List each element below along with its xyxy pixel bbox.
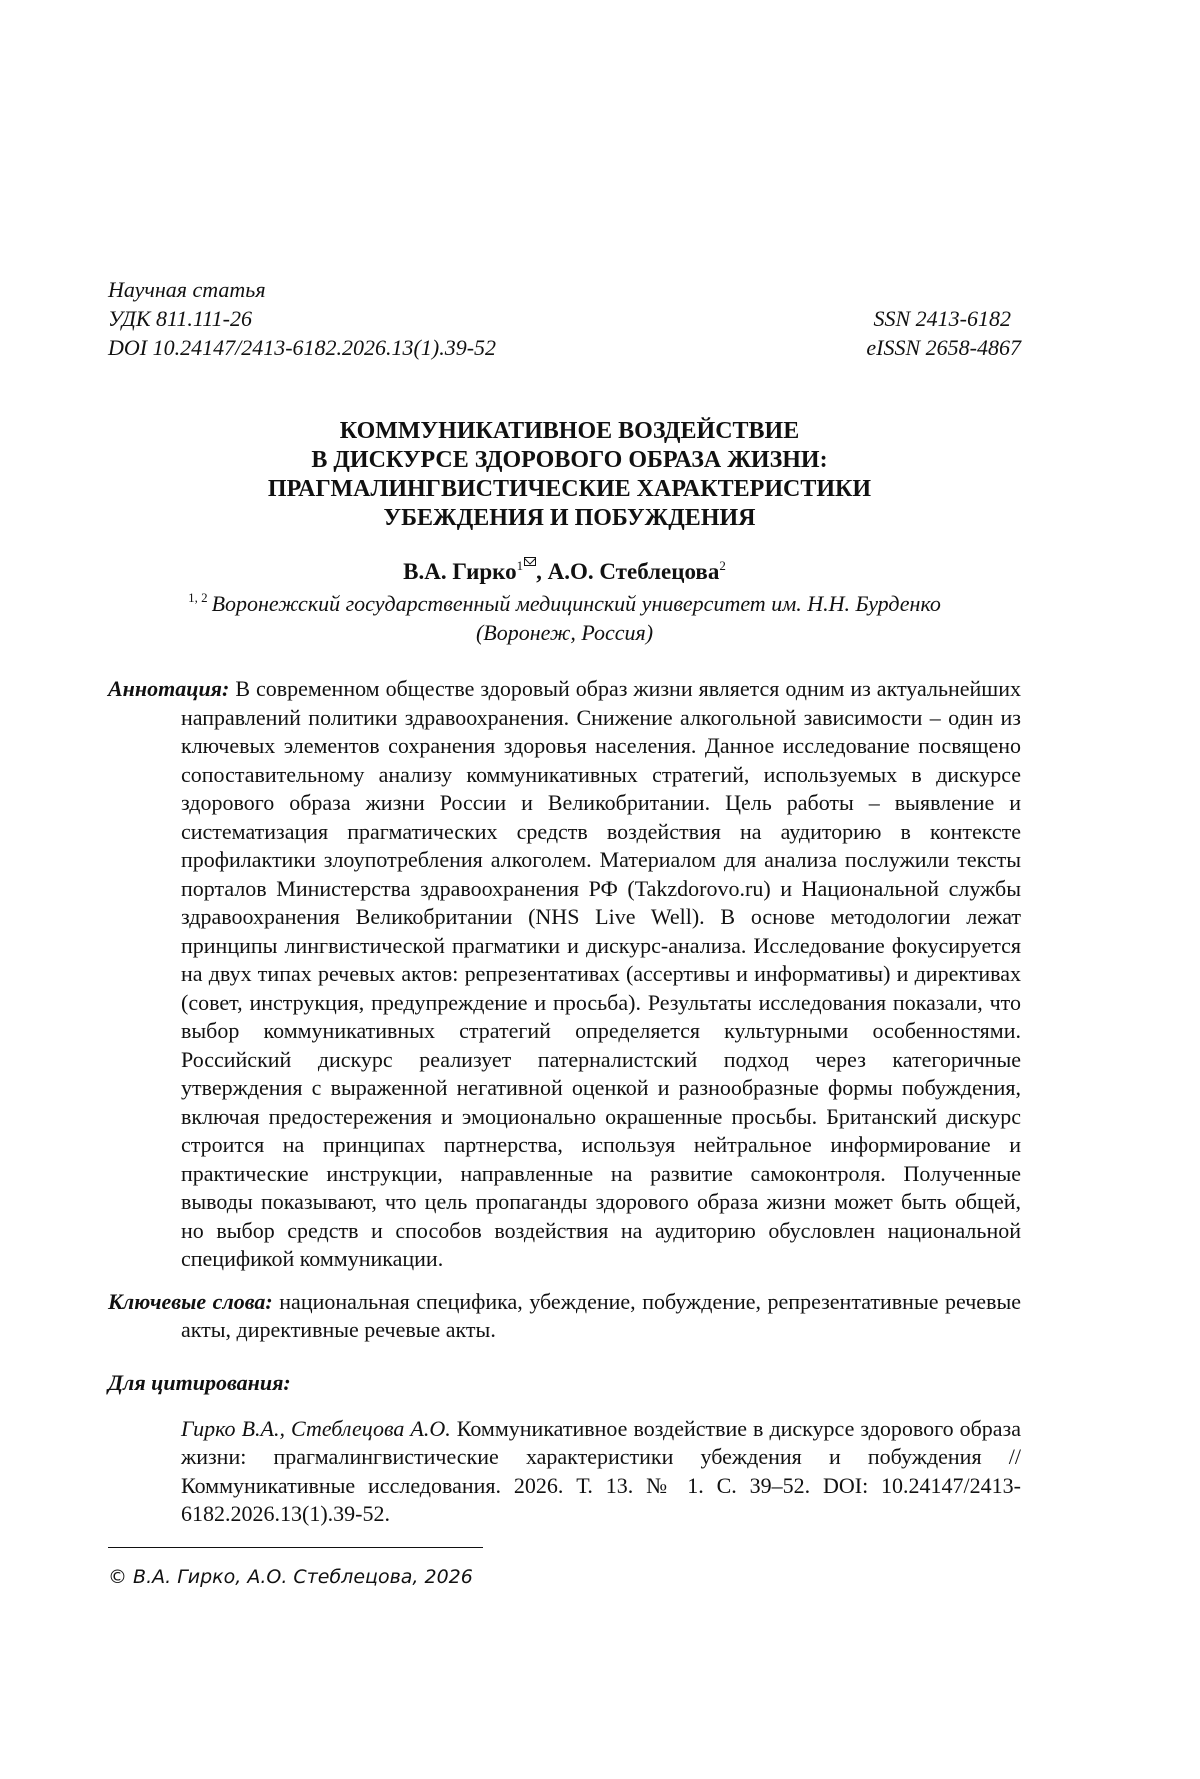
citation-label: Для цитирования: — [108, 1369, 291, 1395]
affiliation-line — [108, 589, 1021, 618]
author-sup: 1 — [516, 558, 524, 573]
author-name: А.О. Стеблецова — [547, 559, 720, 584]
envelope-icon — [524, 557, 536, 566]
article-meta — [108, 275, 1021, 362]
affiliation-sup: 1, 2 — [188, 590, 208, 605]
title-line: КОММУНИКАТИВНОЕ ВОЗДЕЙСТВИЕ — [339, 418, 800, 444]
affiliation — [108, 589, 1021, 647]
article-title — [108, 417, 1021, 533]
article-type: Научная статья — [108, 277, 266, 302]
meta-row-udk — [108, 304, 1021, 333]
meta-row-doi — [108, 333, 1021, 362]
author-name: В.А. Гирко — [403, 559, 517, 584]
article-first-page — [108, 275, 1021, 1590]
title-line: ПРАГМАЛИНГВИСТИЧЕСКИЕ ХАРАКТЕРИСТИКИ — [267, 476, 872, 502]
doi: DOI 10.24147/2413-6182.2026.13(1).39-52 — [108, 335, 497, 360]
citation-authors: Гирко В.А., Стеблецова А.О. — [181, 1415, 451, 1441]
title-line: В ДИСКУРСЕ ЗДОРОВОГО ОБРАЗА ЖИЗНИ: — [311, 447, 828, 473]
author-separator: , — [536, 559, 548, 584]
abstract — [108, 675, 1021, 1274]
udk-code: УДК 811.111-26 — [108, 306, 252, 331]
citation — [108, 1415, 1021, 1529]
keywords-label: Ключевые слова: — [108, 1288, 273, 1314]
abstract-text: В современном обществе здоровый образ жизни является одним из актуальнейших направлений политики здравоохранения. Снижение алкогольной зависимости – один из ключевых элементов сохранения здоровья населения. Данное исследование посвящено сопоставительному анализу коммуникативных стратегий, используемых в дискурсе здорового образа жизни России и Великобритании. Цель работы – выявление и систематизация прагматических средств воздействия на аудиторию в контексте профилактики злоупотребления алкоголем. Материалом для анализа послужили тексты порталов Министерства здравоохранения РФ (Takzdorovo.ru) и Национальной службы здравоохранения Великобритании (NHS Live Well). В основе методологии лежат принципы лингвистической прагматики и дискурс-анализа. Исследование фокусируется на двух типах речевых актов: репрезентативах (ассертивы и информативы) и директивах (совет, инструкция, предупреждение и просьба). Результаты исследования показали, что выбор коммуникативных стратегий определяется культурными особенностями. Российский дискурс реализует патерналистский подход через категоричные утверждения с выраженной негативной оценкой и разнообразные формы побуждения, включая предостережения и эмоционально окрашенные просьбы. Британский дискурс строится на принципах партнерства, используя нейтральное информирование и практические инструкции, направленные на развитие самоконтроля. Полученные выводы показывают, что цель пропаганды здорового образа жизни может быть общей, но выбор средств и способов воздействия на аудиторию обусловлен национальной спецификой коммуникации. — [181, 676, 1021, 1271]
eissn: eISSN 2658-4867 — [866, 335, 1021, 360]
authors-line — [108, 557, 1021, 587]
author-sup: 2 — [719, 558, 726, 573]
affiliation-location: (Воронеж, Россия) — [475, 620, 654, 645]
keywords-text: национальная специфика, убеждение, побуждение, репрезентативные речевые акты, директивные речевые акты. — [181, 1288, 1022, 1342]
citation-text: Коммуникативное воздействие в дискурсе здорового образа жизни: прагмалингвистические характеристики убеждения и побуждения // Коммуникативные исследования. 2026. Т. 13. № 1. С. 39–52. DOI: 10.24147/2413-6182.2026.13(1).39-52. — [181, 1415, 1021, 1526]
keywords — [108, 1288, 1021, 1345]
copyright: © В.А. Гирко, А.О. Стеблецова, 2026 — [108, 1565, 473, 1588]
title-line: УБЕЖДЕНИЯ И ПОБУЖДЕНИЯ — [383, 505, 756, 531]
abstract-label: Аннотация: — [108, 676, 230, 701]
issn: SSN 2413-6182 — [873, 306, 1011, 331]
footnote-divider — [108, 1547, 483, 1548]
affiliation-name: Воронежский государственный медицинский университет им. Н.Н. Бурденко — [211, 591, 941, 616]
